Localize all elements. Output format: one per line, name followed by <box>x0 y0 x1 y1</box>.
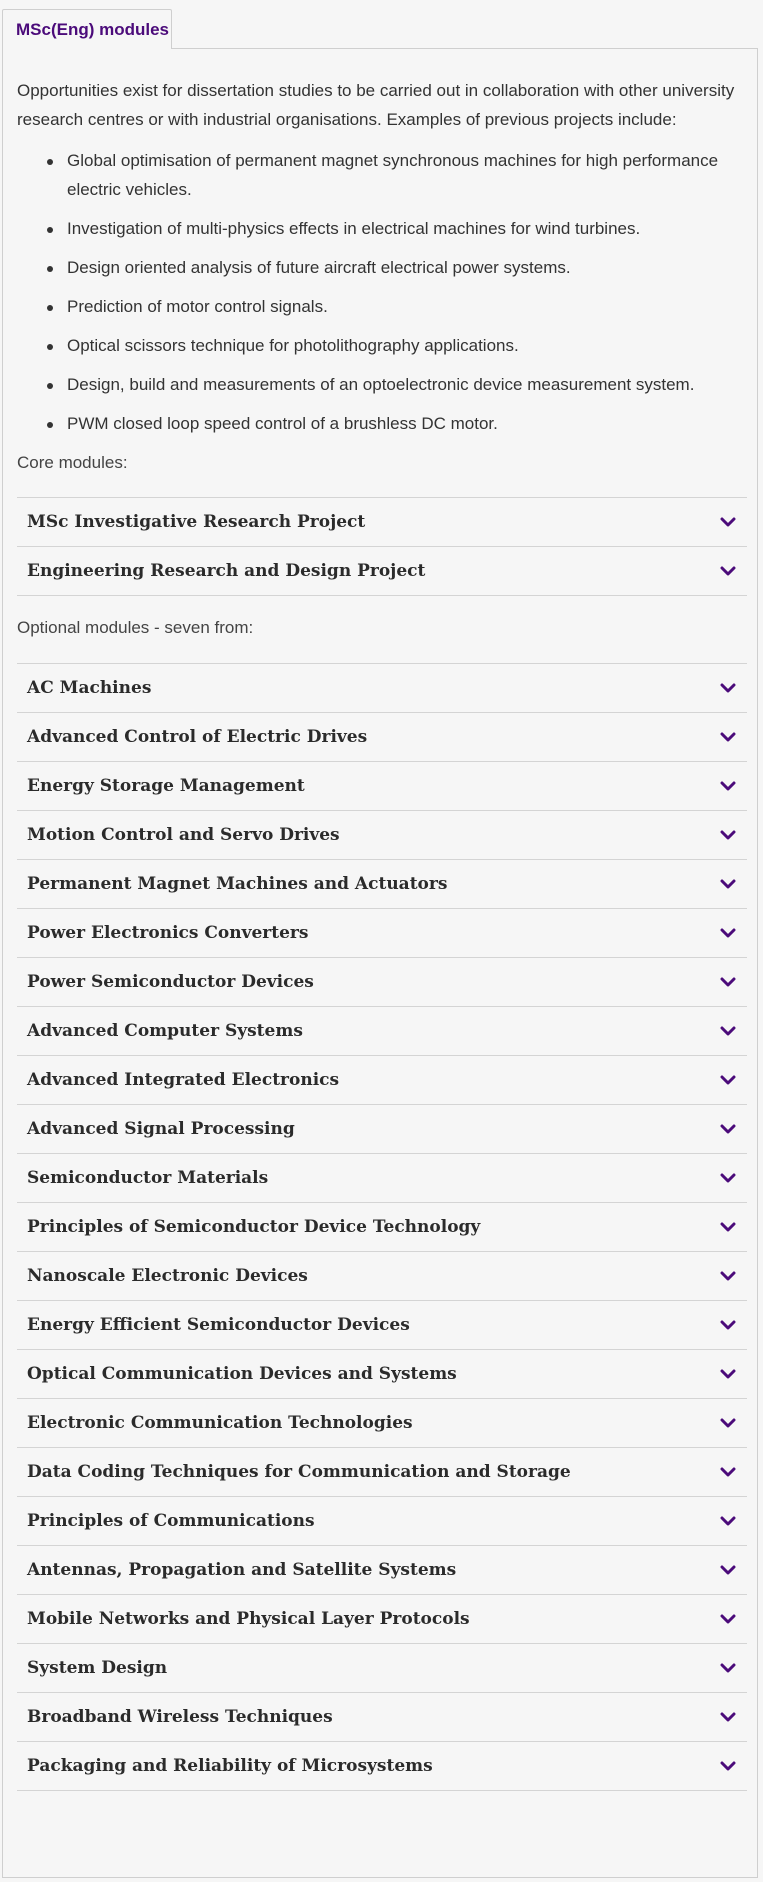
module-accordion-item[interactable] <box>17 1350 747 1399</box>
tab-label: MSc(Eng) modules <box>16 19 170 39</box>
chevron-down-icon[interactable] <box>719 1123 737 1135</box>
chevron-down-icon[interactable] <box>719 1466 737 1478</box>
chevron-down-icon[interactable] <box>719 1760 737 1772</box>
module-title: Energy Storage Management <box>27 776 305 796</box>
chevron-down-icon[interactable] <box>719 1270 737 1282</box>
panel-content <box>17 49 747 1791</box>
module-title: System Design <box>27 1658 168 1678</box>
chevron-down-icon[interactable] <box>719 1711 737 1723</box>
optional-modules-label: Optional modules - seven from: <box>17 618 254 637</box>
intro-text: Opportunities exist for dissertation studies to be carried out in collaboration with other university research centres or with industrial organisations. Examples of previous projects include: <box>17 81 735 129</box>
module-title: Principles of Semiconductor Device Technology <box>27 1217 481 1237</box>
module-accordion-item[interactable] <box>17 1252 747 1301</box>
chevron-down-icon[interactable] <box>719 516 737 528</box>
chevron-down-icon[interactable] <box>719 1074 737 1086</box>
chevron-down-icon[interactable] <box>719 565 737 577</box>
project-list <box>17 146 747 438</box>
module-title: Power Electronics Converters <box>27 923 309 943</box>
module-accordion-item[interactable] <box>17 1448 747 1497</box>
module-title: Principles of Communications <box>27 1511 315 1531</box>
module-title: MSc Investigative Research Project <box>27 512 366 532</box>
chevron-down-icon[interactable] <box>719 976 737 988</box>
chevron-down-icon[interactable] <box>719 731 737 743</box>
chevron-down-icon[interactable] <box>719 878 737 890</box>
chevron-down-icon[interactable] <box>719 829 737 841</box>
module-accordion-item[interactable] <box>17 860 747 909</box>
chevron-down-icon[interactable] <box>719 1613 737 1625</box>
module-accordion-item[interactable] <box>17 1742 747 1791</box>
module-title: Nanoscale Electronic Devices <box>27 1266 308 1286</box>
module-title: Advanced Integrated Electronics <box>27 1070 340 1090</box>
chevron-down-icon[interactable] <box>719 1319 737 1331</box>
chevron-down-icon[interactable] <box>719 682 737 694</box>
module-accordion-item[interactable] <box>17 1497 747 1546</box>
project-list-item: PWM closed loop speed control of a brushless DC motor. <box>67 409 747 438</box>
chevron-down-icon[interactable] <box>719 1172 737 1184</box>
module-title: Permanent Magnet Machines and Actuators <box>27 874 448 894</box>
project-list-item: Prediction of motor control signals. <box>67 292 747 321</box>
module-accordion-item[interactable] <box>17 1693 747 1742</box>
module-accordion-item[interactable] <box>17 1203 747 1252</box>
tab-msc-eng-modules[interactable] <box>2 9 172 49</box>
project-list-item: Design, build and measurements of an optoelectronic device measurement system. <box>67 370 747 399</box>
project-list-item: Global optimisation of permanent magnet synchronous machines for high performance electric vehicles. <box>67 146 747 204</box>
project-list-item: Optical scissors technique for photolithography applications. <box>67 331 747 360</box>
module-accordion-item[interactable] <box>17 1399 747 1448</box>
chevron-down-icon[interactable] <box>719 1564 737 1576</box>
core-modules-label: Core modules: <box>17 453 128 472</box>
module-title: Motion Control and Servo Drives <box>27 825 340 845</box>
project-list-item: Investigation of multi-physics effects in electrical machines for wind turbines. <box>67 214 747 243</box>
module-title: Optical Communication Devices and Systems <box>27 1364 457 1384</box>
project-list-item: Design oriented analysis of future aircraft electrical power systems. <box>67 253 747 282</box>
module-accordion-item[interactable] <box>17 1154 747 1203</box>
module-title: Mobile Networks and Physical Layer Protocols <box>27 1609 470 1629</box>
chevron-down-icon[interactable] <box>719 780 737 792</box>
module-title: Semiconductor Materials <box>27 1168 269 1188</box>
module-accordion-item[interactable] <box>17 1105 747 1154</box>
module-accordion-item[interactable] <box>17 713 747 762</box>
module-accordion-item[interactable] <box>17 1546 747 1595</box>
module-accordion-item[interactable] <box>17 762 747 811</box>
module-title: Power Semiconductor Devices <box>27 972 314 992</box>
module-title: Energy Efficient Semiconductor Devices <box>27 1315 410 1335</box>
chevron-down-icon[interactable] <box>719 1515 737 1527</box>
module-accordion-item[interactable] <box>17 811 747 860</box>
module-accordion-item[interactable] <box>17 1301 747 1350</box>
optional-modules-accordion <box>17 663 747 1791</box>
chevron-down-icon[interactable] <box>719 1368 737 1380</box>
module-title: Advanced Signal Processing <box>27 1119 295 1139</box>
chevron-down-icon[interactable] <box>719 1417 737 1429</box>
modules-panel <box>2 48 758 1878</box>
module-accordion-item[interactable] <box>17 498 747 547</box>
module-title: Advanced Control of Electric Drives <box>27 727 368 747</box>
module-accordion-item[interactable] <box>17 547 747 596</box>
module-title: Antennas, Propagation and Satellite Systems <box>27 1560 457 1580</box>
chevron-down-icon[interactable] <box>719 1025 737 1037</box>
module-title: Electronic Communication Technologies <box>27 1413 413 1433</box>
module-accordion-item[interactable] <box>17 1595 747 1644</box>
module-accordion-item[interactable] <box>17 1007 747 1056</box>
core-modules-accordion <box>17 497 747 596</box>
module-title: Advanced Computer Systems <box>27 1021 303 1041</box>
module-accordion-item[interactable] <box>17 1056 747 1105</box>
chevron-down-icon[interactable] <box>719 927 737 939</box>
module-title: AC Machines <box>27 678 152 698</box>
module-accordion-item[interactable] <box>17 664 747 713</box>
module-title: Engineering Research and Design Project <box>27 561 426 581</box>
module-accordion-item[interactable] <box>17 909 747 958</box>
module-accordion-item[interactable] <box>17 958 747 1007</box>
chevron-down-icon[interactable] <box>719 1221 737 1233</box>
module-title: Packaging and Reliability of Microsystems <box>27 1756 433 1776</box>
module-accordion-item[interactable] <box>17 1644 747 1693</box>
module-title: Broadband Wireless Techniques <box>27 1707 333 1727</box>
module-title: Data Coding Techniques for Communication and Storage <box>27 1462 571 1482</box>
chevron-down-icon[interactable] <box>719 1662 737 1674</box>
